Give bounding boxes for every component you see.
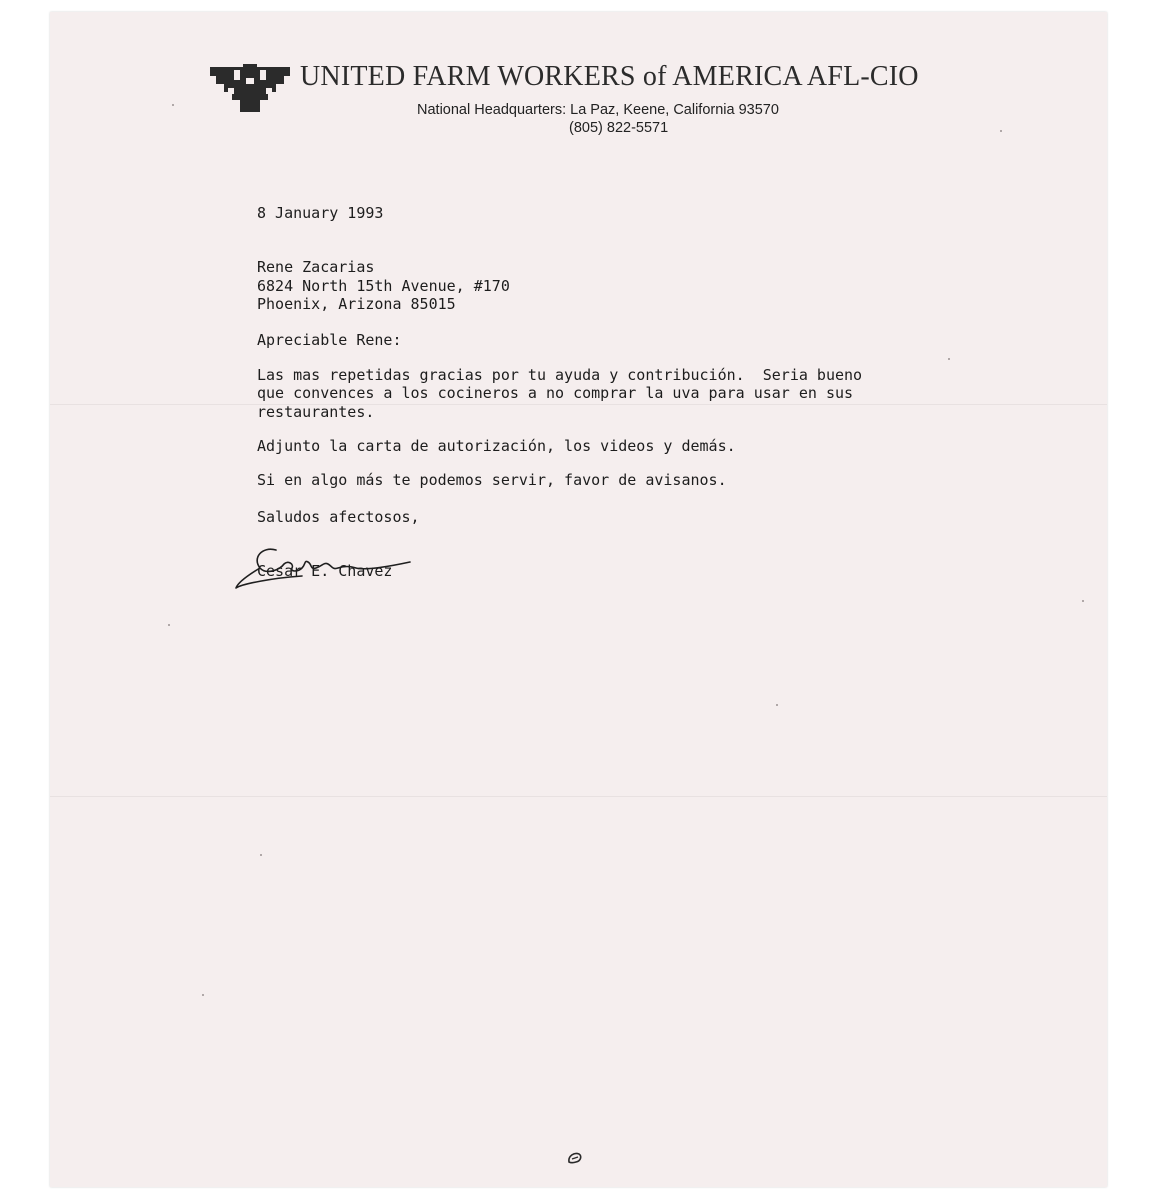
paragraph-3: Si en algo más te podemos servir, favor de avisanos. (257, 471, 727, 489)
paragraph-1-line-1: Las mas repetidas gracias por tu ayuda y contribución. Seria bueno (257, 366, 863, 384)
paper-speck (1082, 600, 1084, 602)
letter-page (50, 12, 1107, 1187)
paragraph-2: Adjunto la carta de autorización, los videos y demás. (257, 437, 736, 455)
recipient-street: 6824 North 15th Avenue, #170 (257, 277, 510, 295)
paper-speck (1000, 130, 1002, 132)
paragraph-1-line-3: restaurantes. (257, 403, 375, 421)
paper-speck (202, 994, 204, 996)
recipient-name: Rene Zacarias (257, 258, 375, 276)
paragraph-1-line-2: que convences a los cocineros a no comprar la uva para usar en sus (257, 384, 854, 402)
paper-speck (172, 104, 174, 106)
headquarters-phone: (805) 822-5571 (569, 120, 669, 136)
paper-speck (168, 624, 170, 626)
headquarters-address: National Headquarters: La Paz, Keene, California 93570 (417, 102, 779, 118)
closing: Saludos afectosos, (257, 508, 420, 526)
union-bug-icon (566, 1150, 584, 1166)
paper-speck (260, 854, 262, 856)
paper-speck (776, 704, 778, 706)
signatory-name: Cesar E. Chavez (257, 562, 393, 580)
recipient-city: Phoenix, Arizona 85015 (257, 295, 456, 313)
letter-date: 8 January 1993 (257, 204, 384, 222)
paper-speck (948, 358, 950, 360)
paper-fold-line (50, 796, 1107, 797)
organization-name: UNITED FARM WORKERS of AMERICA AFL-CIO (300, 61, 919, 92)
ufw-eagle-icon (210, 64, 290, 112)
paper-fold-line (50, 404, 1107, 405)
salutation: Apreciable Rene: (257, 331, 402, 349)
